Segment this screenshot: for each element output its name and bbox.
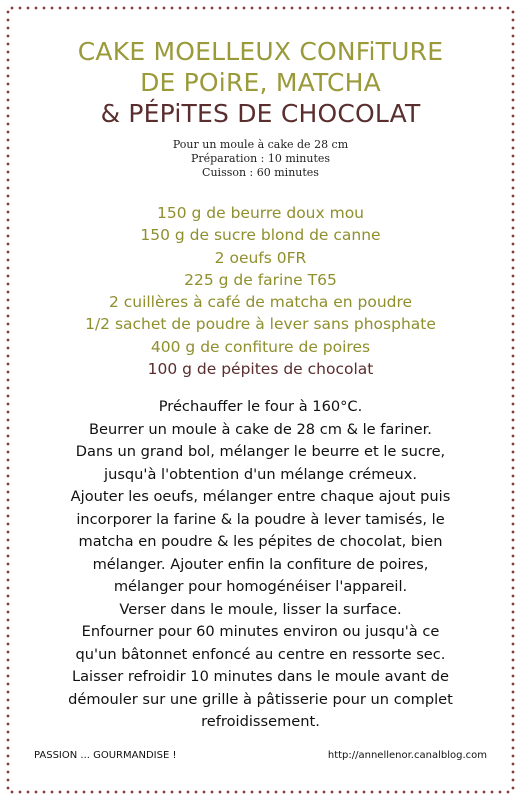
step-line: matcha en poudre & les pépites de chocolat, bien [78, 533, 443, 550]
step-line: Verser dans le moule, lisser la surface. [119, 600, 402, 618]
step-line: mélanger. Ajouter enfin la confiture de poires, [92, 555, 429, 573]
ingredient-item: 1/2 sachet de poudre à lever sans phosphate [85, 315, 436, 334]
step-line: jusqu'à l'obtention d'un mélange crémeux. [104, 465, 417, 483]
step-line: refroidissement. [201, 713, 320, 730]
step-line: Enfourner pour 60 minutes environ ou jusqu'à ce [81, 623, 440, 640]
recipe-steps [22, 396, 499, 734]
recipe-title [20, 36, 501, 129]
ingredient-item: 2 oeufs 0FR [214, 248, 307, 267]
ingredient-item: 100 g de pépites de chocolat [147, 360, 374, 379]
ingredient-item: 2 cuillères à café de matcha en poudre [108, 293, 413, 312]
footer-tagline: PASSION ... GOURMANDISE ! [34, 750, 177, 761]
title-line-1: CAKE MOELLEUX CONFiTURE [77, 37, 444, 66]
ingredient-item: 400 g de confiture de poires [150, 337, 371, 356]
dotted-border-right [511, 8, 515, 792]
ingredient-item: 150 g de sucre blond de canne [140, 226, 381, 245]
title-line-2: DE POiRE, MATCHA [140, 68, 381, 97]
step-line: Préchauffer le four à 160°C. [158, 398, 363, 415]
step-line: incorporer la farine & la poudre à lever tamisés, le [76, 510, 445, 528]
bake-time: Cuisson : 60 minutes [202, 166, 319, 179]
step-line: qu'un bâtonnet enfoncé au centre en ressorte sec. [75, 645, 446, 663]
step-line: Laisser refroidir 10 minutes dans le moule avant de [71, 668, 450, 685]
ingredient-item: 225 g de farine T65 [184, 270, 337, 289]
dotted-border-bottom [8, 790, 513, 794]
step-line: mélanger pour homogénéiser l'appareil. [113, 578, 408, 595]
dotted-border-top [8, 6, 513, 10]
title-line-3: & PÉPiTES DE CHOCOLAT [100, 99, 421, 128]
dotted-border-left [6, 8, 10, 792]
step-line: Beurrer un moule à cake de 28 cm & le fariner. [89, 420, 432, 438]
ingredient-item: 150 g de beurre doux mou [156, 204, 365, 222]
step-line: démouler sur une grille à pâtisserie pour un complet [68, 690, 453, 708]
footer-url: http://annellenor.canalblog.com [327, 750, 487, 761]
ingredients-list [20, 202, 501, 380]
recipe-meta [20, 138, 501, 180]
step-line: Dans un grand bol, mélanger le beurre et le sucre, [75, 443, 446, 460]
step-line: Ajouter les oeufs, mélanger entre chaque ajout puis [70, 488, 451, 505]
prep-time: Préparation : 10 minutes [190, 152, 331, 165]
mould-size: Pour un moule à cake de 28 cm [172, 138, 349, 151]
